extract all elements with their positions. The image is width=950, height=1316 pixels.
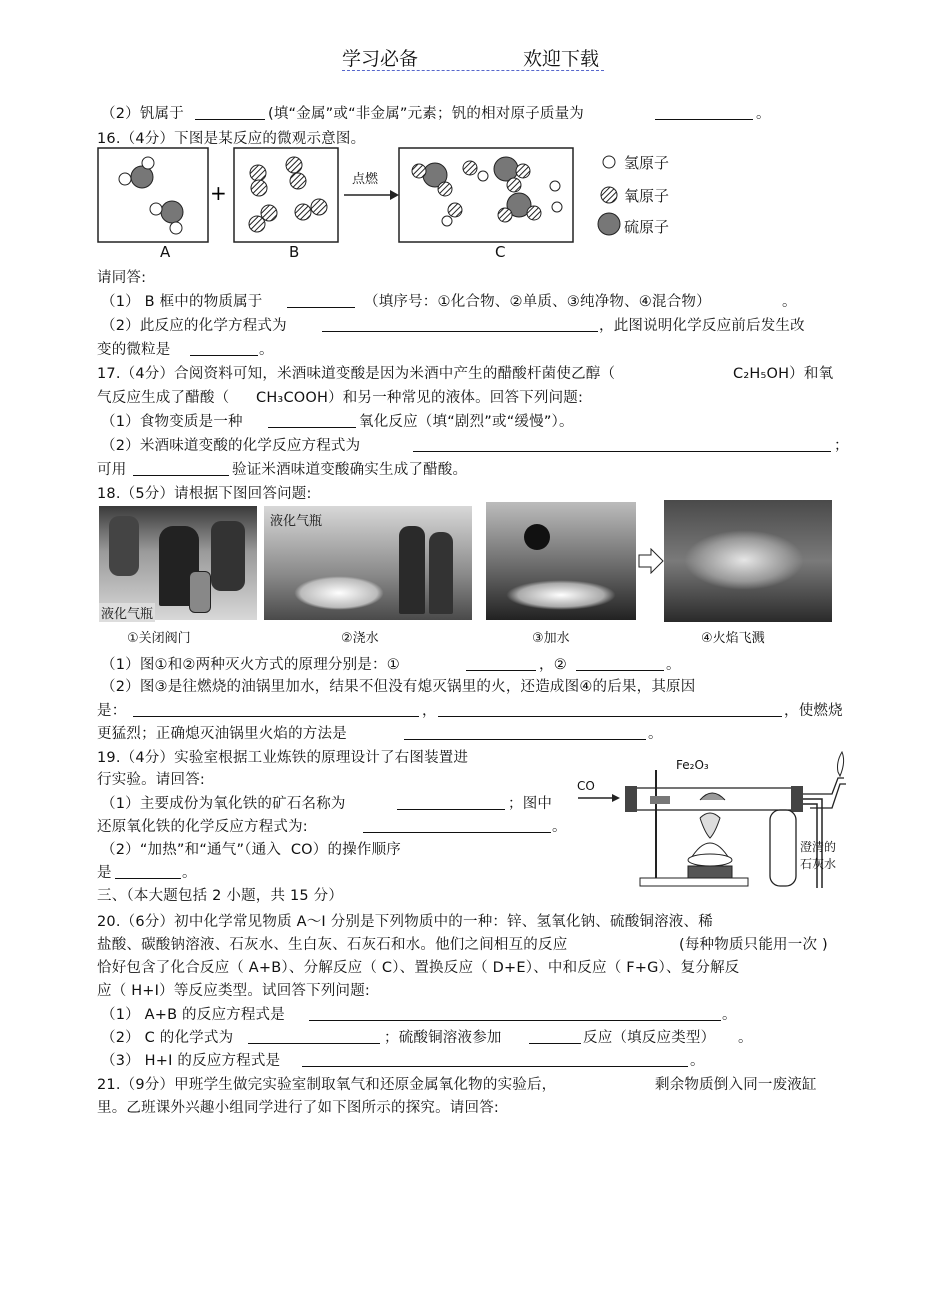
answer-blank [363,817,551,833]
text-line: 。 [738,1030,753,1046]
text-line: 行实验。请回答: [97,772,205,788]
fe2o3-label: Fe₂O₃ [676,758,709,772]
question-16: 16.（4分）下图是某反应的微观示意图。 [97,131,366,147]
label-a: A [160,243,171,261]
header-left: 学习必备 [342,48,419,70]
photo-flame-splash [664,500,832,622]
question-21: 21.（9分）甲班学生做完实验室制取氧气和还原金属氧化物的实验后， [97,1077,557,1093]
caption-1: ①关闭阀门 [127,631,191,646]
text-line: 更猛烈；正确熄灭油锅里火焰的方法是 [97,726,347,742]
text-line: ， [422,703,437,719]
text-line: 。 [756,106,771,122]
caption-4: ④火焰飞溅 [701,631,765,646]
text-line: C₂H₅OH）和氧 [733,366,834,382]
label-c: C [495,243,506,261]
caption-3: ③加水 [532,631,570,646]
text-line: 。 [722,1007,737,1023]
answer-blank [268,412,356,428]
label-b: B [289,243,300,261]
header-rule [342,70,604,71]
text-line: 。 [552,819,567,835]
answer-blank [248,1028,380,1044]
text-line: 验证米酒味道变酸确实生成了醋酸。 [232,462,468,478]
section-heading: 三、（本大题包括 2 小题，共 15 分） [97,888,344,904]
text-line: （2）“加热”和“通气”（通入 CO）的操作顺序 [101,842,401,858]
caption-2: ②浇水 [341,631,379,646]
answer-blank [287,292,355,308]
question-18: 18.（5分）请根据下图回答问题: [97,486,312,502]
answer-blank [309,1005,721,1021]
answer-blank [404,724,646,740]
text-line: 。 [690,1053,705,1069]
box-c [399,148,573,242]
text-line: （1） A+B 的反应方程式是 [101,1007,285,1023]
text-line: （2）钒属于 [101,106,184,122]
plus-sign: + [210,181,227,205]
legend-oxygen: 氧原子 [624,187,670,205]
text-line: ，使燃烧 [784,703,843,719]
arrow-label: 点燃 [352,172,379,187]
text-line: 恰好包含了化合反应（ A+B）、分解反应（ C）、置换反应（ D+E）、中和反应（ F+G）、复分解反 [97,960,740,976]
text-line: 。 [182,865,197,881]
text-line: （2）米酒味道变酸的化学反应方程式为 [101,438,361,454]
text-line: （3） H+I 的反应方程式是 [101,1053,281,1069]
photo-add-water [486,502,636,620]
text-line: 可用 [97,462,127,478]
answer-blank [529,1028,581,1044]
iron-smelting-apparatus [570,748,860,894]
text-line: 是： [97,703,127,719]
text-line: 里。乙班课外兴趣小组同学进行了如下图所示的探究。请回答: [97,1100,499,1116]
header-right: 欢迎下载 [523,48,600,70]
text-line: (每种物质只能用一次 ) [679,937,828,953]
answer-blank [466,655,536,671]
text-line: ，② [539,657,567,673]
co-label: CO [577,779,595,793]
text-line: 反应（填反应类型） [583,1030,716,1046]
text-line: （1）主要成份为氧化铁的矿石名称为 [101,796,346,812]
text-line: 。 [648,726,663,742]
text-line: 气反应生成了醋酸（ [97,390,230,406]
answer-blank [133,701,419,717]
text-line: （填序号：①化合物、②单质、③纯净物、④混合物） [364,294,711,310]
text-line: 是 [97,865,112,881]
text-line: （2）此反应的化学方程式为 [101,318,287,334]
answer-blank [438,701,782,717]
text-line: CH₃COOH）和另一种常见的液体。回答下列问题: [256,390,584,406]
question-17: 17.（4分）合阅资料可知，米酒味道变酸是因为米酒中产生的醋酸杆菌使乙醇（ [97,366,616,382]
answer-blank [133,460,229,476]
question-20: 20.（6分）初中化学常见物质 A～I 分别是下列物质中的一种：锌、氢氧化钠、硫酸铜溶液、稀 [97,914,713,930]
answer-blank [576,655,664,671]
text-line: （1）食物变质是一种 [101,414,243,430]
answer-blank [322,316,598,332]
text-line: ；硫酸铜溶液参加 [384,1030,502,1046]
text-line: 应（ H+I）等反应类型。试回答下列问题: [97,983,371,999]
text-line: 剩余物质倒入同一废液缸 [655,1077,817,1093]
legend-sulfur: 硫原子 [624,218,670,236]
answer-blank [655,104,753,120]
text-line: ，此图说明化学反应前后发生改 [599,318,805,334]
answer-blank [190,340,258,356]
text-line: （1）图①和②两种灭火方式的原理分别是：① [101,657,400,673]
text-line: 还原氧化铁的化学反应方程式为: [97,819,308,835]
text-line: 。 [666,657,681,673]
answer-blank [397,794,505,810]
text-line: （2）图③是往燃烧的油锅里加水，结果不但没有熄灭锅里的火，还造成图④的后果，其原因 [101,679,696,695]
text-line: 。 [782,294,797,310]
photo2-label: 液化气瓶 [270,514,323,529]
text-line: 变的微粒是 [97,342,171,358]
question-19: 19.（4分）实验室根据工业炼铁的原理设计了右图装置进 [97,750,469,766]
text-line: （1） B 框中的物质属于 [101,294,263,310]
text-line: （2） C 的化学式为 [101,1030,234,1046]
text-line: 氧化反应（填“剧烈”或“缓慢”）。 [359,414,574,430]
text-line: ； [834,438,849,454]
limewater-label-2: 石灰水 [800,857,837,871]
answer-blank [115,863,181,879]
answer-blank [413,436,831,452]
photo1-label: 液化气瓶 [99,603,155,622]
text-line: ；图中 [508,796,553,812]
arrow-right-icon [638,548,664,574]
text-line: 请同答: [97,270,147,286]
reaction-micro-diagram [97,145,697,265]
text-line: 盐酸、碳酸钠溶液、石灰水、生白灰、石灰石和水。他们之间相互的反应 [97,937,568,953]
answer-blank [195,104,265,120]
legend-hydrogen: 氢原子 [624,154,670,172]
text-line: 。 [259,342,274,358]
answer-blank [302,1051,688,1067]
limewater-label-1: 澄清的 [800,840,837,854]
text-line: (填“金属”或“非金属”元素；钒的相对原子质量为 [268,106,585,122]
